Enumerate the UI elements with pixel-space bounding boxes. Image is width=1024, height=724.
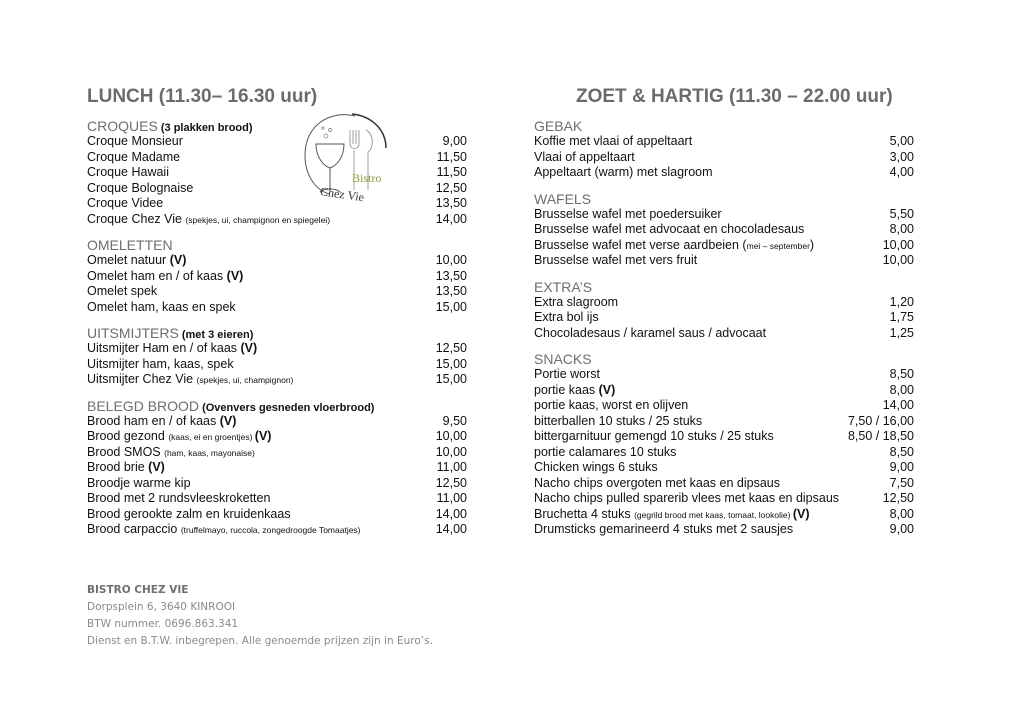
menu-item-name: Vlaai of appeltaart: [534, 149, 635, 164]
menu-item: [534, 429, 914, 445]
menu-item-price: 15,00: [435, 372, 467, 386]
menu-item-name: Drumsticks gemarineerd 4 stuks met 2 sausjes: [534, 522, 794, 536]
menu-item-name: Uitsmijter Ham en / of kaas (V): [87, 341, 258, 355]
menu-item-name: Omelet ham, kaas en spek: [87, 299, 236, 314]
menu-item-price: 11,00: [436, 491, 467, 505]
menu-item-price: 8,00: [889, 382, 914, 397]
menu-item-price: 13,50: [435, 268, 467, 283]
menu-item-detail: mei – september: [746, 240, 810, 251]
menu-item: [87, 269, 467, 285]
menu-item-price: 10,00: [435, 429, 467, 443]
menu-item-price: 4,00: [889, 165, 914, 179]
menu-item: [534, 383, 914, 399]
zoet-hartig-column: [534, 84, 914, 538]
section-note: (met 3 eieren): [178, 329, 254, 341]
menu-section: [87, 325, 467, 388]
lunch-title: LUNCH (11.30– 16.30 uur): [87, 86, 318, 107]
menu-item: [87, 445, 467, 461]
menu-item-name: Brood SMOS (ham, kaas, mayonaise): [87, 444, 255, 459]
menu-item-price: 1,20: [889, 294, 914, 309]
menu-item-price: 8,00: [889, 222, 914, 236]
menu-item: [534, 460, 914, 476]
menu-item: [534, 253, 914, 269]
menu-item: [534, 310, 914, 326]
menu-item: [87, 372, 467, 388]
menu-item-price: 1,25: [889, 325, 914, 340]
menu-item: [87, 212, 467, 228]
menu-item-price: 10,00: [882, 237, 914, 252]
menu-item: [87, 341, 467, 357]
menu-item: [534, 150, 914, 166]
footer-name: BISTRO CHEZ VIE: [87, 584, 189, 596]
section-heading: [534, 191, 914, 207]
section-heading: [87, 398, 467, 414]
menu-item-name: Brusselse wafel met advocaat en chocoladesaus: [534, 222, 805, 236]
section-heading: [534, 351, 914, 367]
menu-item-price: 8,50 / 18,50: [847, 429, 914, 443]
menu-section: [87, 398, 467, 538]
vegetarian-badge: (V): [219, 413, 237, 428]
menu-item-name: portie kaas, worst en olijven: [534, 398, 689, 412]
menu-item-price: 10,00: [882, 253, 914, 267]
menu-item-name: Brusselse wafel met vers fruit: [534, 253, 698, 267]
menu-item: [534, 295, 914, 311]
menu-section: [534, 279, 914, 342]
menu-item-name: Extra bol ijs: [534, 310, 599, 324]
menu-item-price: 14,00: [435, 522, 467, 536]
menu-item: [87, 196, 467, 212]
menu-item-name: Portie worst: [534, 367, 600, 381]
menu-section: [87, 118, 467, 227]
menu-item-name: Croque Bolognaise: [87, 180, 194, 195]
footer-vat: BTW nummer. 0696.863.341: [87, 618, 239, 630]
zoet-hartig-sections: [534, 118, 914, 538]
menu-item-name: Uitsmijter ham, kaas, spek: [87, 356, 234, 371]
bistro-logo: [300, 110, 390, 205]
section-heading-label: WAFELS: [534, 190, 592, 207]
menu-item: [87, 150, 467, 166]
menu-item-price: 8,50: [889, 444, 914, 459]
menu-item: [87, 134, 467, 150]
footer-address: Dorpsplein 6, 3640 KINROOI: [87, 601, 236, 613]
menu-item-name: Omelet natuur (V): [87, 253, 187, 267]
section-heading-label: EXTRA’S: [534, 278, 593, 295]
menu-item-price: 14,00: [882, 398, 914, 412]
wine-glass-cutlery-icon: [300, 110, 390, 205]
menu-item-name: Broodje warme kip: [87, 475, 191, 490]
menu-item-price: 12,50: [435, 180, 467, 195]
menu-item-detail: (spekjes, ui, champignon): [196, 375, 294, 385]
menu-item-name: Croque Chez Vie (spekjes, ui, champignon en spiegelei): [87, 211, 331, 226]
vegetarian-badge: (V): [792, 506, 810, 521]
menu-item-name: Croque Hawaii: [87, 165, 169, 179]
menu-item-price: 13,50: [435, 284, 467, 298]
section-heading-label: BELEGD BROOD: [87, 397, 200, 414]
menu-item-name: Nacho chips overgoten met kaas en dipsaus: [534, 475, 780, 490]
menu-item-name: Extra slagroom: [534, 294, 619, 309]
menu-item-detail: (kaas, ei en groentjes): [168, 432, 255, 442]
menu-item-detail: (ham, kaas, mayonaise): [164, 447, 255, 458]
menu-item-name: portie kaas (V): [534, 382, 616, 397]
menu-section: [534, 118, 914, 181]
menu-item-price: 14,00: [435, 211, 467, 226]
section-heading-label: GEBAK: [534, 118, 583, 134]
menu-item-name: Brood brie (V): [87, 460, 165, 474]
menu-item-name: Brood gerookte zalm en kruidenkaas: [87, 506, 291, 521]
menu-item-price: 3,00: [889, 149, 914, 164]
menu-item-name: Uitsmijter Chez Vie (spekjes, ui, champignon): [87, 372, 294, 386]
menu-item: [534, 522, 914, 538]
menu-item-name: bittergarnituur gemengd 10 stuks / 25 stuks: [534, 429, 774, 443]
footer-note: Dienst en B.T.W. inbegrepen. Alle genoemde prijzen zijn in Euro’s.: [87, 635, 433, 647]
menu-item-price: 10,00: [435, 253, 467, 267]
menu-item-price: 7,50 / 16,00: [847, 413, 914, 428]
section-heading-label: OMELETTEN: [87, 237, 173, 253]
menu-item-name: Bruchetta 4 stuks (gegrild brood met kaas, tomaat, lookolie) (V): [534, 506, 810, 521]
menu-item: [534, 414, 914, 430]
menu-item: [534, 326, 914, 342]
menu-item-name: Chocoladesaus / karamel saus / advocaat: [534, 325, 767, 340]
menu-item-price: 12,50: [435, 475, 467, 490]
menu-item-price: 12,50: [882, 491, 914, 505]
menu-item-name: portie calamares 10 stuks: [534, 444, 677, 459]
menu-item: [534, 367, 914, 383]
menu-item-price: 9,00: [889, 460, 914, 474]
vegetarian-badge: (V): [254, 429, 272, 443]
menu-section: [534, 191, 914, 269]
menu-item-name: Brood carpaccio (truffelmayo, ruccola, zongedroogde Tomaatjes): [87, 522, 361, 536]
menu-item-price: 9,50: [442, 413, 467, 428]
menu-item-price: 9,00: [442, 134, 467, 148]
svg-text:Chez Vie: Chez Vie: [319, 184, 365, 205]
lunch-sections: [87, 118, 467, 538]
menu-item: [534, 207, 914, 223]
menu-item: [87, 491, 467, 507]
menu-item-name: Omelet ham en / of kaas (V): [87, 268, 244, 283]
menu-item-name: Appeltaart (warm) met slagroom: [534, 165, 713, 179]
menu-item: [534, 398, 914, 414]
menu-item: [87, 460, 467, 476]
menu-item-price: 14,00: [435, 506, 467, 521]
vegetarian-badge: (V): [240, 341, 258, 355]
menu-item-name: Nacho chips pulled sparerib vlees met kaas en dipsaus: [534, 491, 840, 505]
menu-item-price: 12,50: [435, 341, 467, 355]
menu-item: [87, 507, 467, 523]
menu-item: [87, 414, 467, 430]
menu-item: [87, 253, 467, 269]
menu-item-name: Omelet spek: [87, 284, 158, 298]
section-heading: [534, 279, 914, 295]
menu-item-name: Brusselse wafel met verse aardbeien (mei – september): [534, 237, 815, 252]
menu-item-name: Chicken wings 6 stuks: [534, 460, 658, 474]
section-heading-label: UITSMIJTERS: [87, 325, 179, 341]
menu-item-name: Brood gezond (kaas, ei en groentjes) (V): [87, 429, 272, 443]
menu-item-name: Croque Videe: [87, 196, 164, 210]
menu-item-name: bitterballen 10 stuks / 25 stuks: [534, 413, 703, 428]
menu-section: [87, 237, 467, 315]
menu-item-price: 13,50: [435, 196, 467, 210]
menu-item: [87, 476, 467, 492]
svg-text:Bistro: Bistro: [352, 171, 382, 185]
vegetarian-badge: (V): [169, 253, 187, 267]
menu-item: [87, 522, 467, 538]
vegetarian-badge: (V): [598, 382, 616, 397]
menu-item-price: 7,50: [889, 475, 914, 490]
section-heading: [87, 325, 467, 341]
menu-item-name: Brusselse wafel met poedersuiker: [534, 206, 722, 221]
menu-item: [534, 134, 914, 150]
menu-item-detail: (gegrild brood met kaas, tomaat, lookolie): [634, 509, 793, 520]
lunch-column: [87, 84, 467, 538]
menu-item: [534, 507, 914, 523]
menu-item-price: 15,00: [435, 299, 467, 314]
section-heading-label: CROQUES: [87, 118, 158, 134]
menu-item-name: Croque Monsieur: [87, 134, 183, 148]
menu-item: [87, 181, 467, 197]
menu-item-price: 8,00: [889, 506, 914, 521]
menu-item-price: 1,75: [889, 310, 914, 324]
menu-item-price: 8,50: [889, 367, 914, 381]
menu-item: [87, 429, 467, 445]
menu-item: [534, 476, 914, 492]
menu-item-price: 15,00: [435, 356, 467, 371]
section-heading-label: SNACKS: [534, 351, 592, 367]
menu-item-price: 5,00: [889, 134, 914, 148]
menu-item: [534, 445, 914, 461]
menu-item: [534, 491, 914, 507]
menu-item-detail: (truffelmayo, ruccola, zongedroogde Tomaatjes): [180, 525, 361, 535]
zoet-hartig-title: ZOET & HARTIG (11.30 – 22.00 uur): [576, 86, 893, 107]
section-heading: [87, 237, 467, 253]
menu-item: [87, 284, 467, 300]
menu-item-price: 10,00: [435, 444, 467, 459]
menu-item-price: 11,00: [436, 460, 467, 474]
menu-item: [534, 222, 914, 238]
menu-item: [534, 165, 914, 181]
section-note: (3 plakken brood): [157, 122, 253, 134]
menu-item: [87, 357, 467, 373]
menu-item: [87, 165, 467, 181]
menu-item: [87, 300, 467, 316]
menu-item-price: 11,50: [436, 149, 467, 164]
menu-item-detail: (spekjes, ui, champignon en spiegelei): [185, 214, 331, 225]
menu-item: [534, 238, 914, 254]
menu-section: [534, 351, 914, 538]
menu-item-price: 11,50: [436, 165, 467, 179]
menu-item-name: Brood ham en / of kaas (V): [87, 413, 237, 428]
menu-item-price: 9,00: [889, 522, 914, 536]
vegetarian-badge: (V): [226, 268, 244, 283]
vegetarian-badge: (V): [148, 460, 165, 474]
menu-item-name: Croque Madame: [87, 149, 181, 164]
menu-item-name: Koffie met vlaai of appeltaart: [534, 134, 693, 148]
menu-item-name: Brood met 2 rundsvleeskroketten: [87, 491, 271, 505]
section-note: (Ovenvers gesneden vloerbrood): [199, 401, 375, 414]
section-heading: [534, 118, 914, 134]
menu-item-price: 5,50: [889, 206, 914, 221]
footer: [87, 582, 433, 650]
section-heading: [87, 118, 467, 134]
